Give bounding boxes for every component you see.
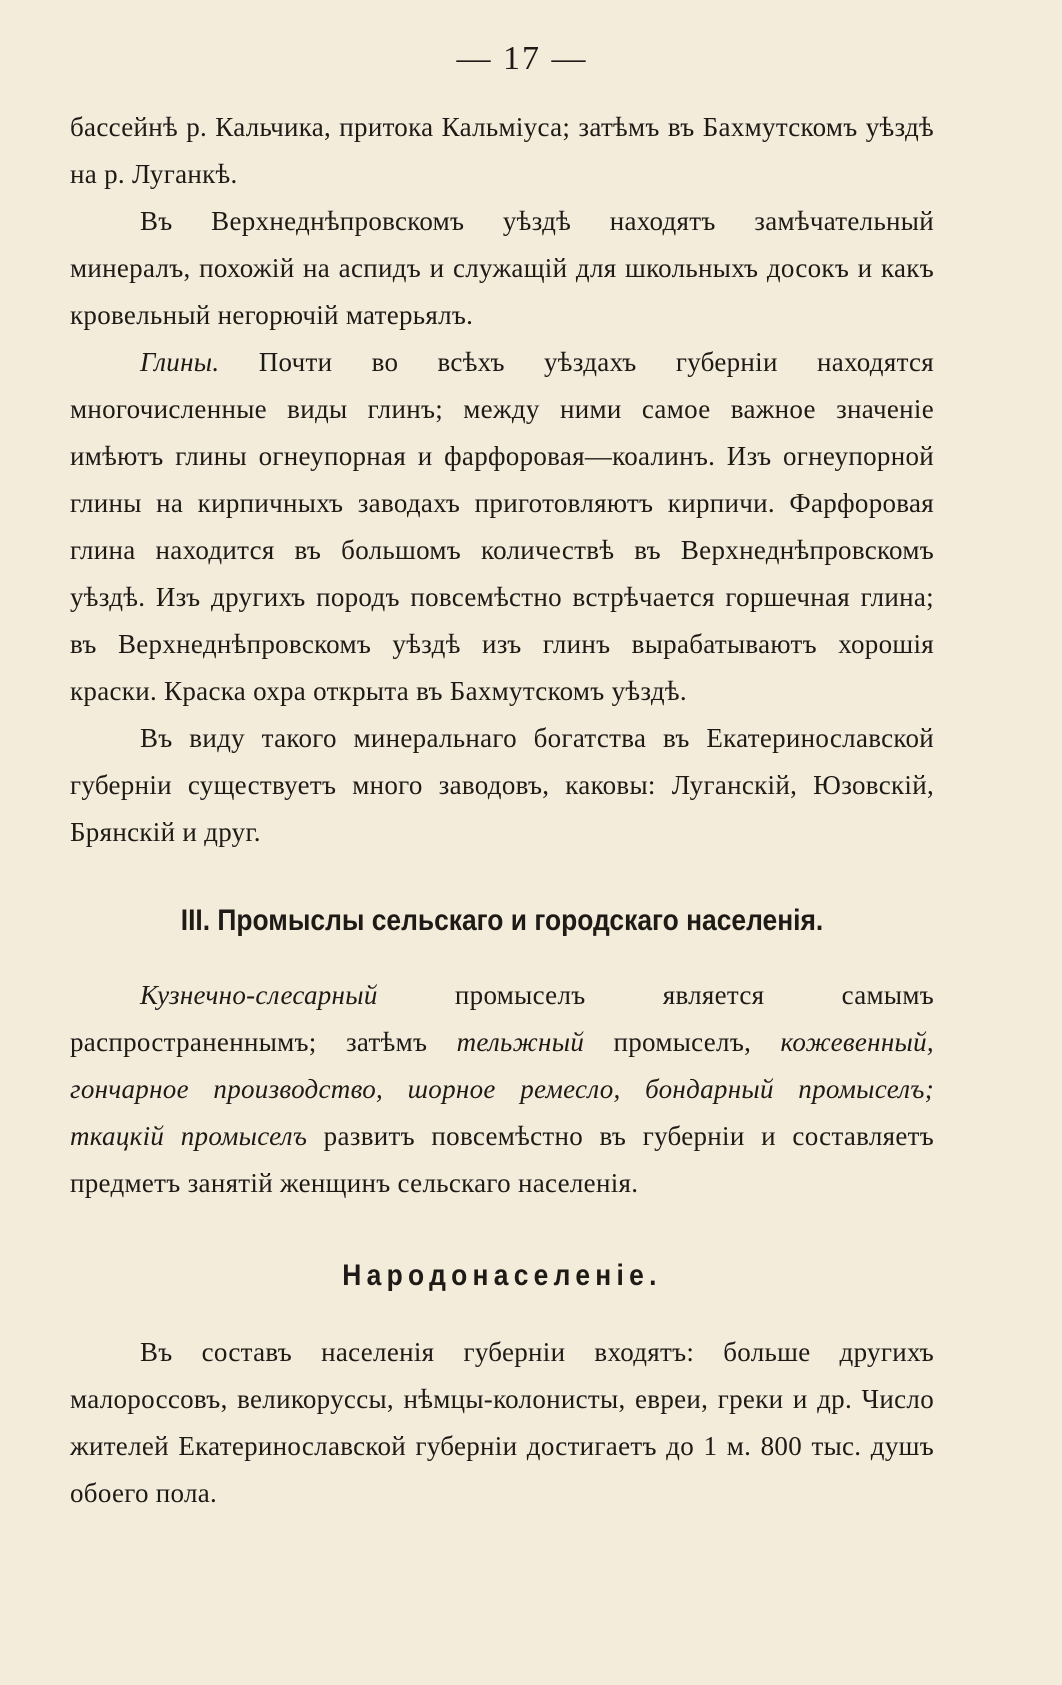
craft-text-1: промыселъ является самымъ распространеннымъ; затѣмъ bbox=[70, 980, 934, 1057]
craft-term-3: кожевенный, гончарное производство, шорное ремесло, бондарный промыселъ; ткацкій промыселъ bbox=[70, 1027, 934, 1151]
craft-text-2: промыселъ, bbox=[584, 1027, 781, 1057]
paragraph-mineral: Въ Верхнеднѣпровскомъ уѣздѣ находятъ замѣчательный минералъ, похожій на аспидъ и служащій для школьныхъ досокъ и какъ кровельный негорючій матерьялъ. bbox=[70, 206, 934, 330]
craft-term-2: тельжный bbox=[456, 1027, 585, 1057]
clays-lead: Глины. bbox=[140, 347, 220, 377]
paragraph-clays bbox=[70, 339, 934, 715]
clays-text: Почти во всѣхъ уѣздахъ губерніи находятся многочисленные виды глинъ; между ними самое важное значеніе имѣютъ глины огнеупорная и фарфоровая—коалинъ. Изъ огнеупорной глины на кирпичныхъ заводахъ приготовляютъ кирпичи. Фарфоровая глина находится въ большомъ количествѣ въ Верхнеднѣпровскомъ уѣздѣ. Изъ другихъ породъ повсемѣстно встрѣчается горшечная глина; въ Верхнеднѣпровскомъ уѣздѣ изъ глинъ вырабатываютъ хорошія краски. Краска охра открыта въ Бахмутскомъ уѣздѣ. bbox=[70, 347, 934, 706]
paragraph-basin: бассейнѣ р. Кальчика, притока Кальміуса; затѣмъ въ Бахмутскомъ уѣздѣ на р. Луганкѣ. bbox=[70, 112, 934, 189]
paragraph-population: Въ составъ населенія губерніи входятъ: больше другихъ малороссовъ, великоруссы, нѣмцы-колонисты, евреи, греки и др. Число жителей Екатеринославской губерніи достигаетъ до 1 м. 800 тыс. душъ обоего пола. bbox=[70, 1337, 934, 1508]
section-heading-crafts: III. Промыслы сельскаго и городскаго населенія. bbox=[180, 904, 824, 937]
paragraph-factories: Въ виду такого минеральнаго богатства въ Екатеринославской губерніи существуетъ много заводовъ, каковы: Луганскій, Юзовскій, Брянскій и друг. bbox=[70, 723, 934, 847]
craft-text-3: развитъ повсемѣстно въ губерніи и составляетъ предметъ занятій женщинъ сельскаго населенія. bbox=[70, 1121, 934, 1198]
craft-term-1: Кузнечно-слесарный bbox=[140, 980, 378, 1010]
page-number: — 17 — bbox=[456, 40, 588, 77]
section-heading-population: Народонаселеніе. bbox=[342, 1259, 662, 1292]
paragraph-crafts bbox=[70, 972, 934, 1207]
